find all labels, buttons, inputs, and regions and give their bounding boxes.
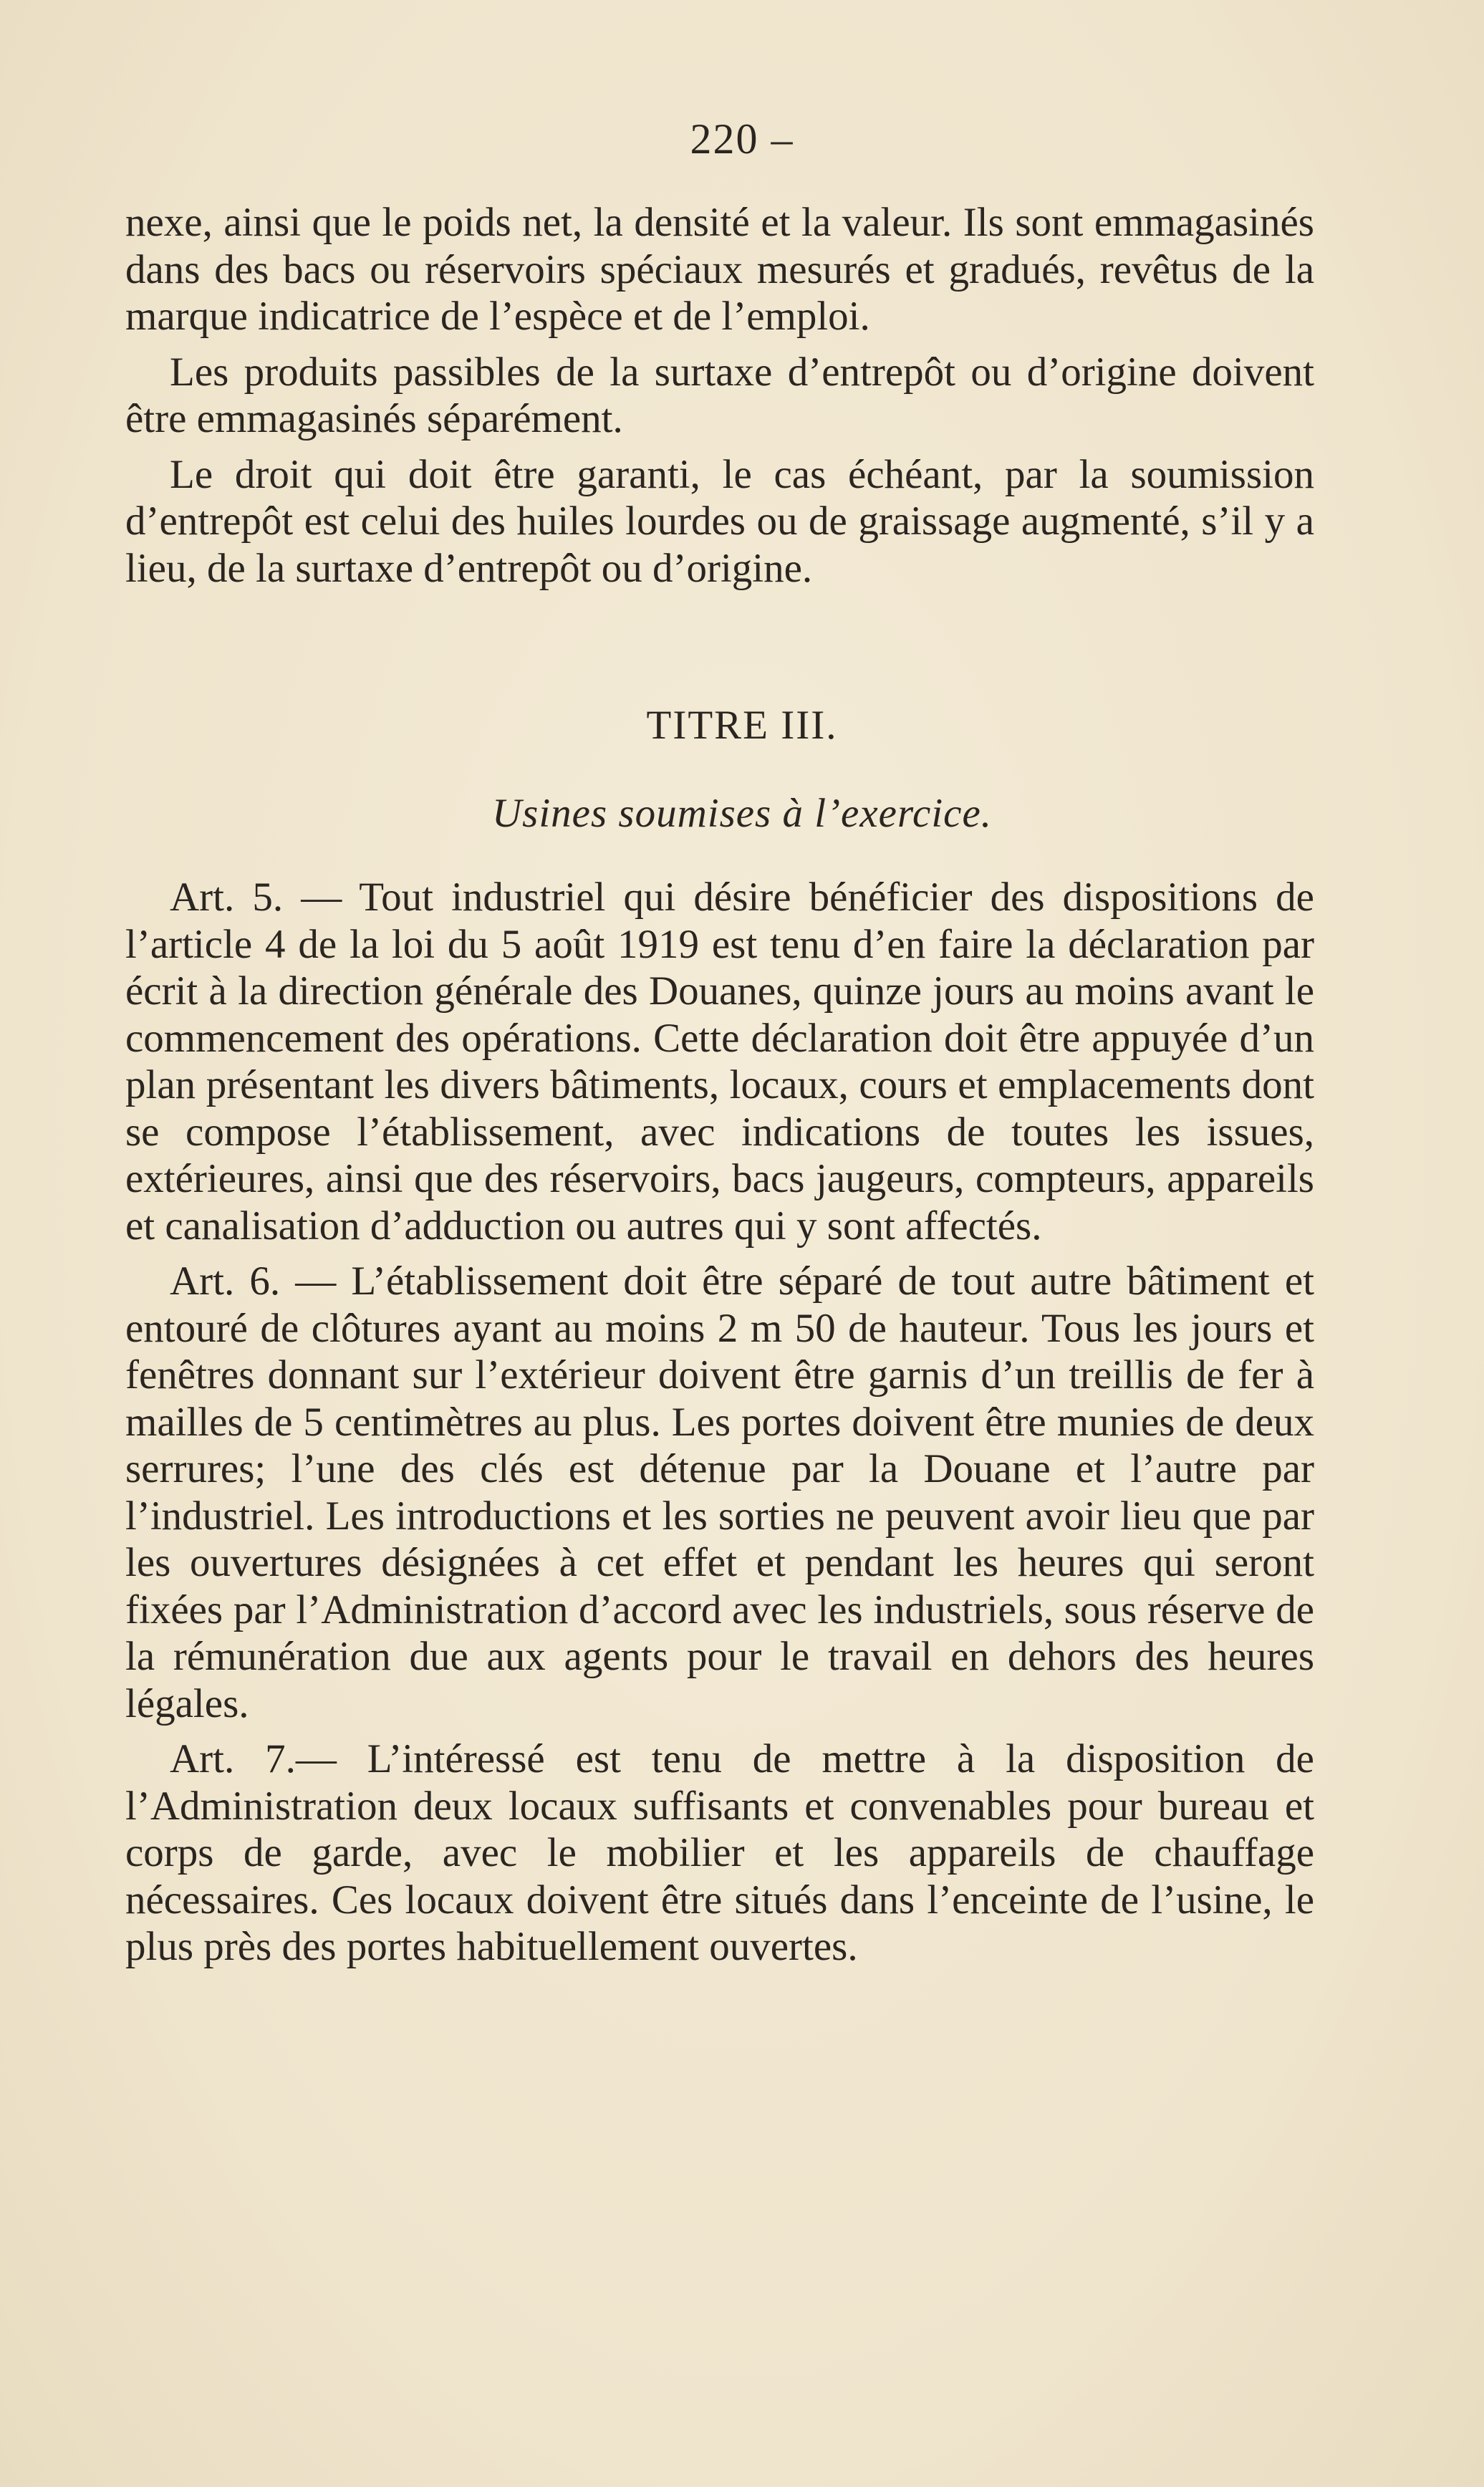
text-block-articles [125, 874, 1314, 1971]
text-block-top [125, 199, 1314, 592]
article-7: Art. 7.— L’intéressé est tenu de mettre à la disposition de l’Administration deux locaux suffisants et convenables pour bureau et corps de garde, avec le mobilier et les appareils de chauffage nécessaires. Ces locaux doivent être situés dans l’enceinte de l’usine, le plus près des portes habituellement ouvertes. [125, 1736, 1314, 1969]
section-subtitle: Usines soumises à l’exercice. [491, 791, 993, 836]
page-number: 220 – [690, 115, 794, 163]
section-title: TITRE III. [646, 703, 838, 748]
paragraph-droit-garanti: Le droit qui doit être garanti, le cas échéant, par la soumission d’entrepôt est celui des huiles lourdes ou de graissage augmenté, s’il y a lieu, de la surtaxe d’entrepôt ou d’origine. [125, 451, 1314, 591]
article-6: Art. 6. — L’établissement doit être séparé de tout autre bâtiment et entouré de clôtures ayant au moins 2 m 50 de hauteur. Tous les jours et fenêtres donnant sur l’extérieur doivent être garnis d’un treillis de fer à mailles de 5 centimètres au plus. Les portes doivent être munies de deux serrures; l’une des clés est détenue par la Douane et l’autre par l’industriel. Les introductions et les sorties ne peuvent avoir lieu que par les ouvertures désignées à cet effet et pendant les heures qui seront fixées par l’Administration d’accord avec les industriels, sous réserve de la rémunération due aux agents pour le travail en dehors des heures légales. [125, 1259, 1314, 1726]
paragraph-continuation: nexe, ainsi que le poids net, la densité et la valeur. Ils sont emmagasinés dans des bacs ou réservoirs spéciaux mesurés et gradués, revêtus de la marque indicatrice de l’espèce et de l’emploi. [125, 200, 1314, 339]
article-5: Art. 5. — Tout industriel qui désire bénéficier des dispositions de l’article 4 de la loi du 5 août 1919 est tenu d’en faire la déclaration par écrit à la direction générale des Douanes, quinze jours au moins avant le commencement des opérations. Cette déclaration doit être appuyée d’un plan présentant les divers bâtiments, locaux, cours et emplacements dont se compose l’établissement, avec indications de toutes les issues, extérieures, ainsi que des réservoirs, bacs jaugeurs, compteurs, appareils et canalisation d’adduction ou autres qui y sont affectés. [125, 875, 1314, 1249]
paragraph-surtaxe: Les produits passibles de la surtaxe d’entrepôt ou d’origine doivent être emmagasinés séparément. [125, 349, 1314, 441]
